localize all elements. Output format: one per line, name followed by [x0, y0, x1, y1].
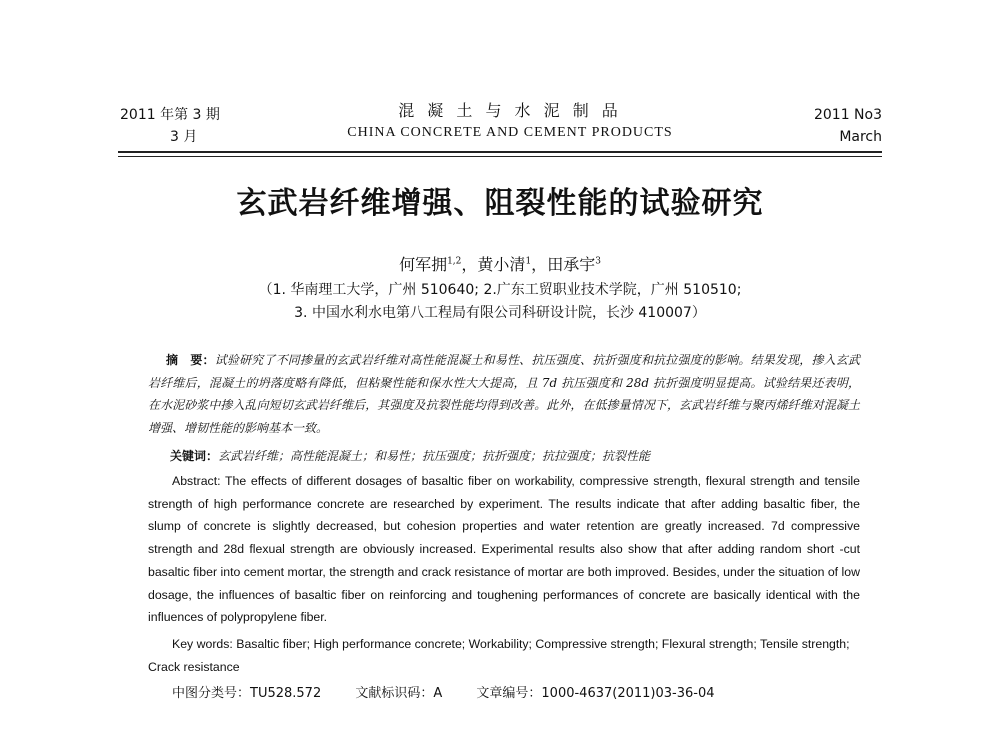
journal-name — [300, 100, 720, 144]
header-month-en: March — [839, 129, 882, 145]
journal-name-cn: 混 凝 土 与 水 泥 制 品 — [398, 101, 622, 120]
keywords-cn-text: 玄武岩纤维；高性能混凝土；和易性；抗压强度；抗折强度；抗拉强度；抗裂性能 — [218, 449, 651, 463]
clc-number: 中图分类号：TU528.572 — [172, 686, 322, 701]
paper-title: 玄武岩纤维增强、阻裂性能的试验研究 — [236, 186, 764, 221]
header-issue-en: 2011 No3 — [813, 107, 882, 123]
header-issue-cn: 2011 年第 3 期 — [120, 107, 220, 123]
abstract-cn-label: 摘 要： — [166, 353, 215, 367]
affiliation-line-2: 3. 中国水利水电第八工程局有限公司科研设计院，长沙 410007） — [294, 305, 706, 321]
author-affil-mark: 1 — [525, 256, 532, 267]
author-affil-mark: 3 — [595, 256, 601, 267]
abstract-en-label: Abstract: — [172, 474, 221, 488]
header-rule-thick — [118, 151, 882, 153]
header-issue-left — [120, 104, 220, 148]
abstract-en-text: The effects of different dosages of basaltic fiber on workability, compressive strength, flexural strength and tensile strength of high performance concrete are researched by experiment. The results indicate that after adding basaltic fiber, the slump of concrete is slightly decreased, but cohesion properties and water retention are greatly increased. 7d compressive strength and 28d flexual strength are obviously increased. Experimental results also show that after adding random short -cut basaltic fiber into cement mortar, the strength and crack resistance of mortar are both improved. Besides, under the situation of low dosage, the influences of basaltic fiber on reinforcing and toughening performances of concrete are basically identical with the influences of polypropylene fiber. — [148, 474, 860, 625]
keywords-cn-label: 关键词： — [170, 449, 219, 463]
keywords-en-text: Basaltic fiber; High performance concrete; Workability; Compressive strength; Flexural strength; Tensile strength; Crack resistance — [148, 637, 850, 674]
header-month-cn: 3 月 — [170, 129, 198, 145]
author-list: 何军拥$^{1,2}$，黄小清$^1$，田承宇$^3$ — [399, 255, 601, 274]
author-name: 何军拥 — [399, 255, 448, 274]
article-number: 文章编号：1000-4637(2011)03-36-04 — [476, 686, 715, 701]
header-rule-thin — [118, 156, 882, 157]
header-issue-right — [814, 104, 882, 148]
abstract-cn — [148, 349, 860, 439]
document-code: 文献标识码：A — [355, 686, 443, 701]
abstract-en — [148, 470, 860, 629]
keywords-en-label: Key words: — [172, 637, 233, 651]
abstract-cn-text: 试验研究了不同掺量的玄武岩纤维对高性能混凝土和易性、抗压强度、抗折强度和抗拉强度的影响。结果发现，掺入玄武岩纤维后，混凝土的坍落度略有降低，但粘聚性能和保水性大大提高，且 7d 抗压强度和 28d 抗折强度明显提高。试验结果还表明，在水泥砂浆中掺入乱向短切玄武岩纤维后，其强度及抗裂性能均得到改善。此外，在低掺量情况下，玄武岩纤维与聚丙烯纤维对混凝土增强、增韧性能的影响基本一致。 — [148, 353, 860, 435]
author-name: 田承宇 — [547, 255, 596, 274]
affiliation-line-1: （1. 华南理工大学，广州 510640; 2.广东工贸职业技术学院，广州 510510; — [258, 282, 742, 298]
keywords-cn — [148, 447, 860, 464]
author-affil-mark: 1,2 — [447, 256, 462, 267]
classification-line — [172, 682, 743, 701]
journal-name-en: CHINA CONCRETE AND CEMENT PRODUCTS — [347, 125, 673, 140]
author-name: 黄小清 — [477, 255, 526, 274]
keywords-en — [148, 633, 860, 678]
